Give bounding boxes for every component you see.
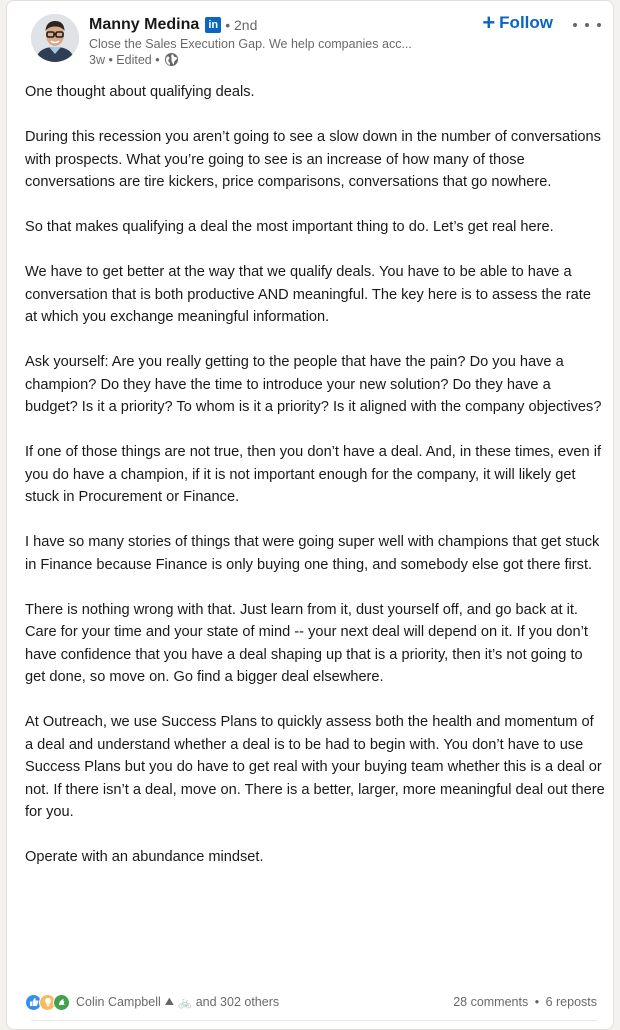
reactor-name[interactable]: Colin Campbell	[76, 995, 161, 1009]
post-paragraph: If one of those things are not true, then you don’t have a deal. And, in these times, even if you do have a champion, if it is not important enough for the company, it will likely get stuck in Procurement or Finance.	[25, 444, 602, 505]
connection-degree: • 2nd	[225, 17, 258, 33]
post-paragraph: There is nothing wrong with that. Just learn from it, dust yourself off, and go back at it. Care for your time and your state of mind -- your next deal will depend on it. If you don’t have confidence that you have a deal shaping up that is a priority, then it’s not going to get done, so move on. Go find a bigger deal elsewhere.	[25, 601, 588, 685]
author-headline: Close the Sales Execution Gap. We help companies acc...	[89, 37, 412, 51]
divider	[31, 1020, 597, 1021]
ellipsis-dot-icon	[585, 23, 589, 27]
globe-icon	[164, 52, 179, 67]
reaction-icons	[25, 994, 70, 1011]
engagement-counts	[453, 995, 597, 1009]
reactions-others-count[interactable]: and 302 others	[195, 995, 280, 1009]
post-header	[25, 10, 601, 71]
author-name[interactable]: Manny Medina	[89, 16, 200, 33]
post-paragraph: At Outreach, we use Success Plans to quickly assess both the health and momentum of a deal and understand whether a deal is to be had to begin with. You don’t have to use Success Plans but you do have to get real with your buying team whether this is a deal or not. If there isn’t a deal, move on. There is a better, larger, more meaningful deal out there for you.	[25, 714, 605, 820]
post-paragraph: We have to get better at the way that we qualify deals. You have to be able to have a conversation that is both productive AND meaningful. The key here is to assess the rate at which you exchange meaningful information.	[25, 264, 591, 325]
author-meta	[89, 15, 469, 67]
reposts-count[interactable]: 6 reposts	[545, 995, 597, 1009]
linkedin-badge-icon: in	[205, 17, 221, 33]
comments-count[interactable]: 28 comments	[453, 995, 529, 1009]
follow-button[interactable]	[482, 11, 553, 35]
ellipsis-dot-icon	[597, 23, 601, 27]
support-icon	[53, 994, 70, 1011]
post-paragraph: Operate with an abundance mindset.	[25, 849, 264, 865]
avatar[interactable]	[31, 14, 79, 62]
post-card	[6, 0, 614, 1030]
mountain-emoji-icon: ⛰	[164, 995, 175, 1008]
post-timestamp: 3w • Edited •	[89, 52, 160, 67]
bicycle-emoji-icon: 🚲	[178, 996, 192, 1009]
post-paragraph: One thought about qualifying deals.	[25, 84, 255, 100]
more-options-button[interactable]	[573, 17, 601, 33]
post-paragraph: Ask yourself: Are you really getting to the people that have the pain? Do you have a champion? Do they have the time to introduce your new solution? Do they have a budget? Is it a priority? To whom is it a priority? Is it aligned with the company objectives?	[25, 354, 602, 415]
follow-label: Follow	[499, 13, 553, 32]
social-counts-bar	[25, 991, 597, 1013]
ellipsis-dot-icon	[573, 23, 577, 27]
separator-dot: •	[534, 995, 540, 1009]
post-paragraph: So that makes qualifying a deal the most important thing to do. Let’s get real here.	[25, 219, 554, 235]
reactions-summary[interactable]	[25, 994, 279, 1011]
avatar-photo-icon	[31, 14, 79, 62]
post-timestamp-row	[89, 52, 469, 67]
post-paragraph: During this recession you aren’t going to see a slow down in the number of conversations with prospects. What you’re going to see is an increase of how many of those conversations are tire kickers, price comparisons, conversations that go nowhere.	[25, 129, 601, 190]
plus-icon: +	[482, 10, 496, 35]
post-paragraph: I have so many stories of things that were going super well with champions that get stuck in Finance because Finance is only buying one thing, and somebody else got there first.	[25, 534, 600, 573]
post-body	[25, 81, 605, 869]
